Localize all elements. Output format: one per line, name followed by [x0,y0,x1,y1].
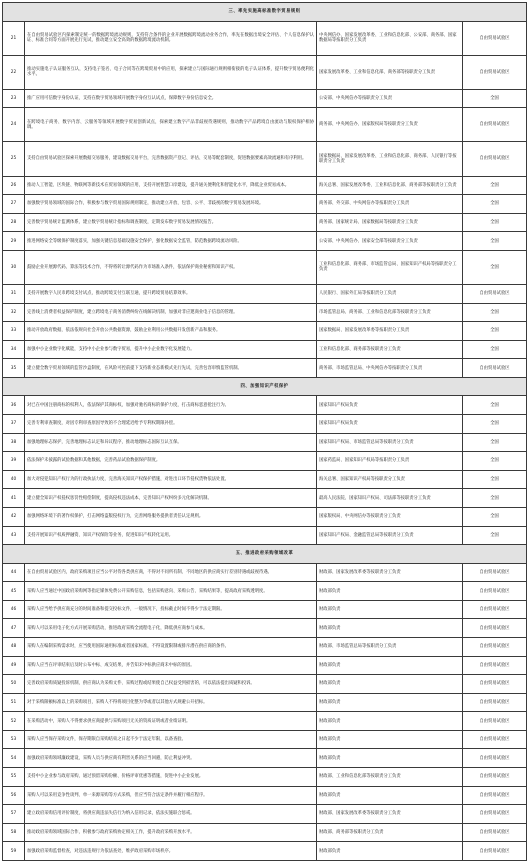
measure-description-cell: 支持开展知识产权质押融资、知识产权保险等业务，促进知识产权转化运用。 [25,526,317,545]
measure-description-cell: 在跨境电子商务、数字内容、云服务等领域开展数字贸易创新试点，探索建立数字产品非歧视待遇规则，推动数字产品跨境自由流动与版权保护相协调。 [25,108,317,142]
row-number-cell: 27 [3,195,25,214]
applicable-scope-cell: 自由贸易试验区 [463,619,527,638]
responsible-department-cell: 国家药监局、国家知识产权局等按职责分工负责 [317,452,463,471]
responsible-department-cell: 海关总署、国家知识产权局等按职责分工负责 [317,470,463,489]
measure-description-cell: 在自由贸易试验区内，政府采购项目应当公平对待各类供应商，不得对不同所有制、不同地区的供应商实行差别待遇或歧视待遇。 [25,563,317,582]
responsible-department-cell: 国家知识产权局、金融监管总局等按职责分工负责 [317,526,463,545]
row-number-cell: 46 [3,600,25,619]
applicable-scope-cell: 自由贸易试验区 [463,55,527,89]
row-number-cell: 55 [3,768,25,787]
table-row [3,452,527,471]
responsible-department-cell: 国家数据局、国家发展改革委、工业和信息化部、商务部、人民银行等按职责分工负责 [317,142,463,176]
table-row [3,322,527,341]
applicable-scope-cell: 全国 [463,250,527,284]
responsible-department-cell: 财政部负责 [317,600,463,619]
table-row [3,21,527,55]
applicable-scope-cell: 自由贸易试验区 [463,842,527,861]
measure-description-cell: 加强数字贸易领域的国际合作，积极参与数字贸易国际规则制定，推动建立开放、包容、公平、非歧视的数字贸易发展环境。 [25,195,317,214]
table-row [3,675,527,694]
row-number-cell: 52 [3,712,25,731]
row-number-cell: 45 [3,582,25,601]
measure-description-cell: 支持开展数字人民币跨境支付试点，推动跨境支付互联互通，提升跨境贸易结算效率。 [25,285,317,304]
section-title: 五、推进政府采购领域改革 [3,545,527,564]
applicable-scope-cell: 全国 [463,396,527,415]
table-row [3,213,527,232]
row-number-cell: 56 [3,786,25,805]
responsible-department-cell: 公安部、中央网信办、国家安全部等按职责分工负责 [317,232,463,251]
measure-description-cell: 建立健全数字贸易领域的监管沙盒制度，在风险可控前提下支持新业态新模式先行先试，完善包容审慎监管机制。 [25,359,317,378]
responsible-department-cell: 财政部负责 [317,582,463,601]
table-row [3,142,527,176]
applicable-scope-cell: 自由贸易试验区 [463,582,527,601]
row-number-cell: 25 [3,142,25,176]
row-number-cell: 54 [3,749,25,768]
row-number-cell: 34 [3,340,25,359]
row-number-cell: 21 [3,21,25,55]
applicable-scope-cell: 自由贸易试验区 [463,805,527,824]
applicable-scope-cell: 自由贸易试验区 [463,108,527,142]
measure-description-cell: 采购人应当保存采购文件，保存期限自采购结束之日起不少于法定年限，以备查验。 [25,730,317,749]
responsible-department-cell: 中央网信办、国家发展改革委、工业和信息化部、公安部、商务部、国家数据局等按职责分工负责 [317,21,463,55]
applicable-scope-cell: 全国 [463,213,527,232]
row-number-cell: 50 [3,675,25,694]
responsible-department-cell: 财政部负责 [317,786,463,805]
responsible-department-cell: 商务部、外交部、中央网信办等按职责分工负责 [317,195,463,214]
row-number-cell: 48 [3,638,25,657]
applicable-scope-cell: 自由贸易试验区 [463,656,527,675]
table-row [3,526,527,545]
applicable-scope-cell: 自由贸易试验区 [463,21,527,55]
table-row [3,489,527,508]
applicable-scope-cell: 自由贸易试验区 [463,142,527,176]
measure-description-cell: 对已在中国注册商标的权利人，依法保护其商标权，加强对驰名商标的保护力度，打击商标恶意抢注行为。 [25,396,317,415]
applicable-scope-cell: 自由贸易试验区 [463,675,527,694]
row-number-cell: 30 [3,250,25,284]
table-row [3,108,527,142]
row-number-cell: 22 [3,55,25,89]
measure-description-cell: 采购人可以采用竞争性谈判、单一来源采购等方式采购，但应当符合法定条件并履行相应程序。 [25,786,317,805]
row-number-cell: 23 [3,89,25,108]
applicable-scope-cell: 自由贸易试验区 [463,786,527,805]
measure-description-cell: 推广应用可信数字身份认证，支持在数字贸易领域开展数字身份互认试点，保障数字身份信息安全。 [25,89,317,108]
applicable-scope-cell: 全国 [463,507,527,526]
table-row [3,656,527,675]
policy-measures-table [2,2,527,861]
measure-description-cell: 推动实施电子认证服务互认，支持电子签名、电子合同等在跨境贸易中的应用，探索建立与国际通行规则相衔接的电子认证体系，提升数字贸易便利化水平。 [25,55,317,89]
table-row [3,340,527,359]
row-number-cell: 57 [3,805,25,824]
table-row [3,768,527,787]
row-number-cell: 42 [3,507,25,526]
applicable-scope-cell: 自由贸易试验区 [463,768,527,787]
responsible-department-cell: 财政部、商务部等按职责分工负责 [317,823,463,842]
responsible-department-cell: 财政部负责 [317,730,463,749]
responsible-department-cell: 财政部负责 [317,842,463,861]
measure-description-cell: 采购人可以采用电子化方式开展采购活动，推进政府采购全流程电子化，降低供应商参与成本。 [25,619,317,638]
responsible-department-cell: 人民银行、国家外汇局等按职责分工负责 [317,285,463,304]
measure-description-cell: 完善数字贸易统计监测体系，建立数字贸易统计指标和调查制度，定期发布数字贸易发展情况报告。 [25,213,317,232]
responsible-department-cell: 财政部负责 [317,693,463,712]
applicable-scope-cell: 全国 [463,526,527,545]
table-row [3,176,527,195]
table-row [3,638,527,657]
responsible-department-cell: 国家版权局、中央网信办等按职责分工负责 [317,507,463,526]
table-row [3,415,527,434]
section-header-row [3,545,527,564]
applicable-scope-cell: 自由贸易试验区 [463,693,527,712]
row-number-cell: 59 [3,842,25,861]
measure-description-cell: 建立健全知识产权侵权惩罚性赔偿制度，提高侵权违法成本，完善知识产权纠纷多元化解决机制。 [25,489,317,508]
responsible-department-cell: 最高人民法院、国家知识产权局、司法部等按职责分工负责 [317,489,463,508]
row-number-cell: 38 [3,433,25,452]
responsible-department-cell: 国家知识产权局负责 [317,415,463,434]
row-number-cell: 47 [3,619,25,638]
measure-description-cell: 加强中小企业数字化赋能，支持中小企业参与数字贸易，提升中小企业数字化发展能力。 [25,340,317,359]
row-number-cell: 33 [3,322,25,341]
table-body [3,3,527,861]
row-number-cell: 35 [3,359,25,378]
row-number-cell: 44 [3,563,25,582]
table-row [3,842,527,861]
row-number-cell: 43 [3,526,25,545]
responsible-department-cell: 海关总署、国家发展改革委、工业和信息化部、商务部等按职责分工负责 [317,176,463,195]
measure-description-cell: 完善线上消费者权益保护制度，建立跨境电子商务消费纠纷在线解决机制，加强对非应邀商业电子信息的管理。 [25,303,317,322]
row-number-cell: 39 [3,452,25,471]
responsible-department-cell: 财政部、市场监管总局等按职责分工负责 [317,638,463,657]
table-row [3,89,527,108]
responsible-department-cell: 财政部负责 [317,675,463,694]
row-number-cell: 28 [3,213,25,232]
table-row [3,285,527,304]
applicable-scope-cell: 自由贸易试验区 [463,285,527,304]
applicable-scope-cell: 全国 [463,470,527,489]
measure-description-cell: 依法保护未披露的试验数据和其他数据，完善药品试验数据保护制度。 [25,452,317,471]
row-number-cell: 36 [3,396,25,415]
measure-description-cell: 完善专利审查制度，对因专利审查原因导致的不合理延迟给予专利权期限补偿。 [25,415,317,434]
applicable-scope-cell: 全国 [463,232,527,251]
measure-description-cell: 支持自由贸易试验区探索开展数据交易服务，建设数据交易平台，完善数据资产登记、评估、交易等配套制度，促进数据要素高效流通和有序利用。 [25,142,317,176]
applicable-scope-cell: 全国 [463,452,527,471]
measure-description-cell: 对于采购限额标准以上的采购项目，采购人不得将项目化整为零或者以其他方式规避公开招标。 [25,693,317,712]
measure-description-cell: 加强政府采购领域廉政建设，采购人员与供应商有利害关系的应当回避，防止利益冲突。 [25,749,317,768]
table-row [3,250,527,284]
section-header-row [3,3,527,22]
row-number-cell: 32 [3,303,25,322]
table-row [3,823,527,842]
row-number-cell: 29 [3,232,25,251]
measure-description-cell: 加大对侵犯知识产权行为的行政执法力度，完善海关知识产权保护措施，对进出口环节侵权货物依法处置。 [25,470,317,489]
applicable-scope-cell: 全国 [463,415,527,434]
measure-description-cell: 支持中小企业参与政府采购，通过预留采购份额、价格评审优惠等措施，促进中小企业发展。 [25,768,317,787]
responsible-department-cell: 公安部、中央网信办等按职责分工负责 [317,89,463,108]
table-row [3,433,527,452]
applicable-scope-cell: 自由贸易试验区 [463,749,527,768]
responsible-department-cell: 商务部、国家统计局、国家数据局等按职责分工负责 [317,213,463,232]
applicable-scope-cell: 全国 [463,176,527,195]
table-row [3,470,527,489]
responsible-department-cell: 商务部、市场监管总局、中央网信办等按职责分工负责 [317,359,463,378]
measure-description-cell: 推动开放政府数据，依法依规向社会开放公共数据资源，鼓励企业利用公共数据开发创新产品和服务。 [25,322,317,341]
measure-description-cell: 采购人应当通过中国政府采购网等指定媒体免费公开采购信息，包括采购意向、采购公告、采购结果等，提高政府采购透明度。 [25,582,317,601]
row-number-cell: 41 [3,489,25,508]
row-number-cell: 53 [3,730,25,749]
measure-description-cell: 采购人应当给予供应商充分的时间准备和提交投标文件，一般情况下，投标截止时间不得少于法定期限。 [25,600,317,619]
row-number-cell: 40 [3,470,25,489]
table-row [3,582,527,601]
measure-description-cell: 在自由贸易试验区内探索制定统一的数据跨境流动规则，支持符合条件的企业开展数据跨境流动业务合作，率先在数据出境安全评估、个人信息保护认证、标准合同等方面开展先行先试，推动建立安全高效的数据跨境流动机制。 [25,21,317,55]
applicable-scope-cell: 自由贸易试验区 [463,730,527,749]
row-number-cell: 58 [3,823,25,842]
measure-description-cell: 加强政府采购监督检查，对违法违规行为依法查处，维护政府采购市场秩序。 [25,842,317,861]
table-row [3,563,527,582]
measure-description-cell: 加强网络环境下的著作权保护，打击网络盗版侵权行为，完善网络服务提供者责任认定规则。 [25,507,317,526]
applicable-scope-cell: 全国 [463,303,527,322]
section-title: 三、率先实施高标准数字贸易规则 [3,3,527,22]
responsible-department-cell: 国家知识产权局、市场监管总局等按职责分工负责 [317,433,463,452]
measure-description-cell: 采购人应当在评审结束后及时公布中标、成交结果，并告知未中标供应商未中标的原因。 [25,656,317,675]
applicable-scope-cell: 全国 [463,433,527,452]
section-header-row [3,377,527,396]
applicable-scope-cell: 全国 [463,89,527,108]
applicable-scope-cell: 全国 [463,340,527,359]
table-row [3,712,527,731]
measure-description-cell: 推动政府采购领域国际合作，积极参与政府采购协定相关工作，提升政府采购开放水平。 [25,823,317,842]
table-row [3,232,527,251]
measure-description-cell: 推动人工智能、区块链、物联网等新技术在贸易领域的应用，支持开展智慧口岸建设，提升通关便利化和智能化水平，降低企业贸易成本。 [25,176,317,195]
responsible-department-cell: 国家发展改革委、工业和信息化部、商务部等按职责分工负责 [317,55,463,89]
table-row [3,749,527,768]
table-row [3,507,527,526]
responsible-department-cell: 财政部负责 [317,656,463,675]
row-number-cell: 26 [3,176,25,195]
table-row [3,195,527,214]
responsible-department-cell: 财政部负责 [317,712,463,731]
measure-description-cell: 建立政府采购信用评价制度，将供应商违法失信行为纳入信用记录，依法实施联合惩戒。 [25,805,317,824]
table-row [3,396,527,415]
responsible-department-cell: 财政部负责 [317,619,463,638]
table-row [3,730,527,749]
applicable-scope-cell: 自由贸易试验区 [463,600,527,619]
row-number-cell: 51 [3,693,25,712]
responsible-department-cell: 工业和信息化部、商务部等按职责分工负责 [317,340,463,359]
row-number-cell: 31 [3,285,25,304]
responsible-department-cell: 财政部、国家发展改革委等按职责分工负责 [317,563,463,582]
applicable-scope-cell: 自由贸易试验区 [463,563,527,582]
applicable-scope-cell: 全国 [463,489,527,508]
measure-description-cell: 鼓励企业开展源代码、算法等技术合作，不得将转让源代码作为市场准入条件，依法保护商业秘密和知识产权。 [25,250,317,284]
applicable-scope-cell: 全国 [463,195,527,214]
responsible-department-cell: 财政部负责 [317,749,463,768]
responsible-department-cell: 国家数据局、国家发展改革委等按职责分工负责 [317,322,463,341]
table-row [3,55,527,89]
responsible-department-cell: 市场监管总局、商务部、工业和信息化部等按职责分工负责 [317,303,463,322]
table-row [3,786,527,805]
responsible-department-cell: 财政部、工业和信息化部等按职责分工负责 [317,768,463,787]
applicable-scope-cell: 自由贸易试验区 [463,712,527,731]
section-title: 四、加强知识产权保护 [3,377,527,396]
applicable-scope-cell: 自由贸易试验区 [463,823,527,842]
row-number-cell: 49 [3,656,25,675]
responsible-department-cell: 工业和信息化部、商务部、市场监管总局、国家知识产权局等按职责分工负责 [317,250,463,284]
row-number-cell: 37 [3,415,25,434]
measure-description-cell: 在采购活动中，采购人不得要求供应商提供与采购项目无关的资质证明或者业绩证明。 [25,712,317,731]
applicable-scope-cell: 自由贸易试验区 [463,359,527,378]
row-number-cell: 24 [3,108,25,142]
measure-description-cell: 完善政府采购质疑投诉机制，供应商认为采购文件、采购过程或结果使自己权益受到损害的，可以依法提出质疑和投诉。 [25,675,317,694]
table-row [3,600,527,619]
table-row [3,693,527,712]
table-row [3,619,527,638]
measure-description-cell: 采购人在编制采购需求时，应当使用国际通用标准或者国家标准，不得设置限制或排斥潜在供应商的条件。 [25,638,317,657]
responsible-department-cell: 国家知识产权局负责 [317,396,463,415]
measure-description-cell: 加强地理标志保护，完善地理标志认定和异议程序，推动地理标志国际互认互保。 [25,433,317,452]
table-row [3,805,527,824]
measure-description-cell: 推进网络安全等级保护制度落实，加强关键信息基础设施安全保护，强化数据安全监管，防范数据跨境流动风险。 [25,232,317,251]
table-row [3,303,527,322]
responsible-department-cell: 财政部、国家发展改革委等按职责分工负责 [317,805,463,824]
table-row [3,359,527,378]
applicable-scope-cell: 全国 [463,322,527,341]
responsible-department-cell: 商务部、中央网信办、国家版权局等按职责分工负责 [317,108,463,142]
applicable-scope-cell: 自由贸易试验区 [463,638,527,657]
